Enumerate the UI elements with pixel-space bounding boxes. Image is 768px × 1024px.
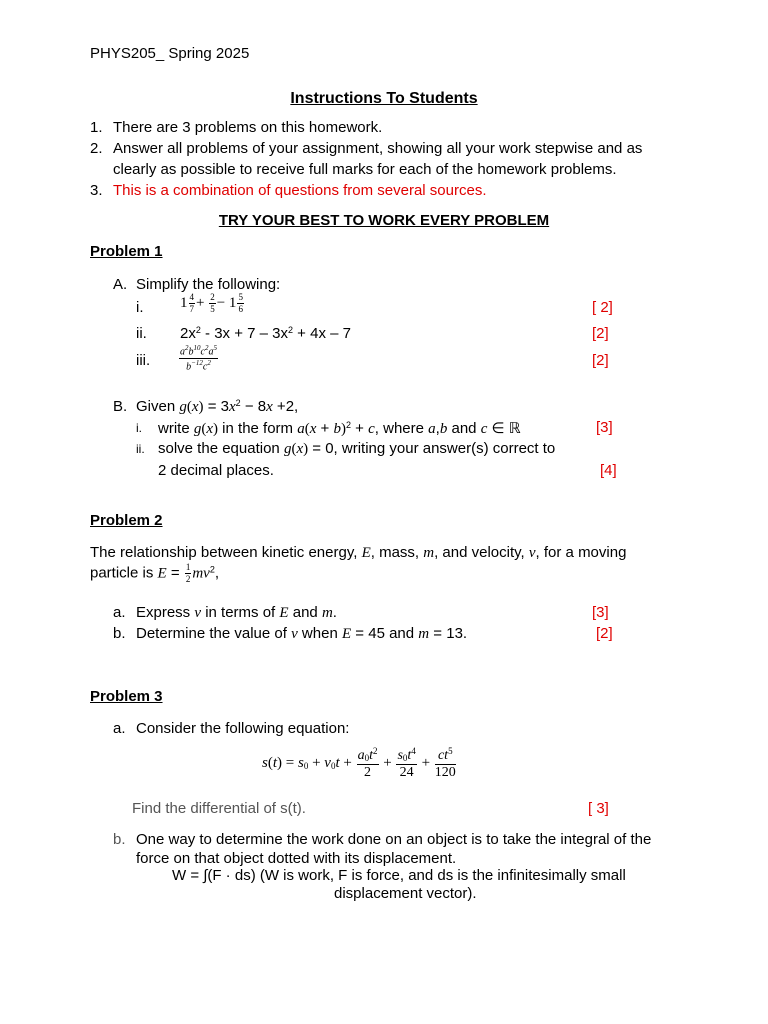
given-word: Given [136,398,176,415]
instruction-3-num: 3. [90,182,103,199]
p1b-ii-mark: [4] [600,462,617,479]
p3a-equation: $s(t) = s_0 + v_0t$ + $\frac{a_0t^2}{2}$ + $\frac{s_0t^4}{24}$ + $\frac{ct^5}{120}$ [262,746,456,780]
problem-2-intro-line1: The relationship between kinetic energy, E, mass, m, and velocity, v, for a moving [90,544,627,561]
p3b-line3: W = ∫(F · ds) (W is work, F is force, and ds is the infinitesimally small [172,867,626,884]
p1a-ii-mark: [2] [592,325,609,342]
p1b-ii-line1a: solve the equation [158,440,280,457]
instruction-2-line2: clearly as possible to receive full marks for each of the homework problems. [113,161,617,178]
problem-1-heading: Problem 1 [90,243,163,260]
p1b-i-num: i. [136,421,142,435]
problem-2-heading: Problem 2 [90,512,163,529]
problem-1a-text: Simplify the following: [136,276,281,293]
p1a-iii-num: iii. [136,352,151,369]
p1a-i-num: i. [136,299,144,316]
p3b-line1: One way to determine the work done on an object is to take the integral of the [136,831,652,848]
p3a-mark: [ 3] [588,800,609,817]
problem-1b-given: Given $g(x) = 3x^2 - 8x +2$, [136,398,299,415]
p3a-label: a. [113,720,126,737]
p3b-label: b. [113,831,126,848]
instructions-title: Instructions To Students [290,90,478,107]
p1a-i-mark: [ 2] [592,299,613,316]
p3a-text: Consider the following equation: [136,720,350,737]
problem-1a-label: A. [113,276,128,293]
motto: TRY YOUR BEST TO WORK EVERY PROBLEM [218,212,550,229]
instruction-3-text: This is a combination of questions from several sources. [113,182,487,199]
instruction-2-num: 2. [90,140,103,157]
p1a-ii-expression: $2x^2 - 3x + 7 - 3x^2 + 4x - 7$ [180,325,351,342]
p1a-ii-num: ii. [136,325,147,342]
p1b-ii-line1: solve the equation g(x) = 0, writing your answer(s) correct to [158,440,556,457]
p2a-label: a. [113,604,126,621]
problem-3-heading: Problem 3 [90,688,163,705]
p3b-line2: force on that object dotted with its displacement. [136,850,457,867]
p1b-ii-line1b: = 0, writing your answer(s) correct to [312,440,556,457]
p2-intro-start: The relationship between kinetic energy, [90,544,358,561]
p1a-i-expression: 1 $\frac{4}{7}$ + $\frac{2}{5}$ − 1 $\frac{5}{6}$ [180,292,243,314]
p2b-text: Determine the value of v when E = 45 and m = 13. [136,625,468,642]
problem-1b-label: B. [113,398,128,415]
instruction-2-line1: Answer all problems of your assignment, showing all your work stepwise and as [113,140,643,157]
p2a-mark: [3] [592,604,609,621]
p1b-ii-line2: 2 decimal places. [158,462,274,479]
course-header: PHYS205_ Spring 2025 [90,45,250,62]
instruction-1-text: There are 3 problems on this homework. [113,119,383,136]
p3a-find: Find the differential of s(t). [132,800,306,817]
p1a-iii-mark: [2] [592,352,609,369]
p1b-i-mark: [3] [596,419,613,436]
problem-2-intro-line2: particle is E = $\frac{1}{2}$ $mv^2$, [90,562,219,584]
p1b-i-text: write g(x) in the form $a(x + b)^2 + c$, where a,b and c ∈ ℝ [158,420,521,437]
p1b-ii-num: ii. [136,442,145,456]
p2a-text: Express v in terms of E and m. [136,604,337,621]
p2b-mark: [2] [596,625,613,642]
p3b-line4: displacement vector). [334,885,477,902]
p1a-iii-expression: $\frac{a^2b^{10}c^2a^5}{b^{-12}c^2}$ [180,344,217,373]
p2b-label: b. [113,625,126,642]
instruction-1-num: 1. [90,119,103,136]
